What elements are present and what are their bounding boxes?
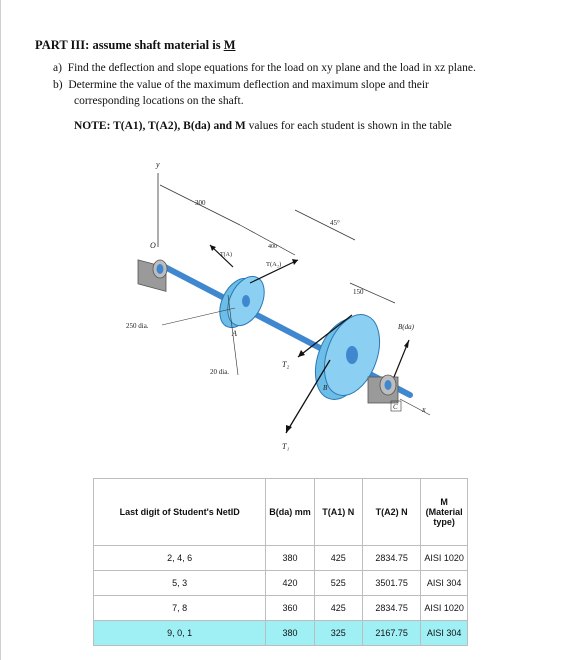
y-label: y <box>156 160 160 169</box>
t1-label: T₁ <box>282 442 290 451</box>
table-row <box>94 596 468 621</box>
pulley-a <box>213 271 272 334</box>
angle-label: 45° <box>330 219 340 227</box>
cell-ta1: 525 <box>314 571 362 596</box>
note: NOTE: T(A1), T(A2), B(da) and M values for each student is shown in the table <box>74 120 452 132</box>
cell-ta2: 2167.75 <box>362 621 420 646</box>
cell-bda: 420 <box>266 571 314 596</box>
table-row <box>94 571 468 596</box>
header-ta2: T(A2) N <box>362 479 420 546</box>
header-bda: B(da) mm <box>266 479 314 546</box>
origin-label: O <box>150 241 156 250</box>
point-b-label: B <box>323 384 328 392</box>
cell-netid: 5, 3 <box>94 571 266 596</box>
header-ta1: T(A1) N <box>314 479 362 546</box>
dim-300-label: 300 <box>195 199 206 207</box>
header-material: M (Material type) <box>421 479 468 546</box>
x-label: x <box>422 405 426 414</box>
dia-250-label: 250 dia. <box>126 322 149 330</box>
item-b-continued: corresponding locations on the shaft. <box>74 95 244 107</box>
header-last-digit: Last digit of Student's NetID <box>94 479 266 546</box>
dim-150-label: 150 <box>353 288 364 296</box>
cell-bda: 360 <box>266 596 314 621</box>
point-c-label: C <box>393 403 398 411</box>
force-t1-arrow <box>286 360 330 433</box>
cell-ta2: 3501.75 <box>362 571 420 596</box>
angle-line <box>295 210 355 240</box>
cell-material: AISI 304 <box>421 571 468 596</box>
table-row-highlighted <box>94 621 468 646</box>
point-a-label: A <box>232 329 237 338</box>
cell-ta1: 325 <box>314 621 362 646</box>
shaft-diagram <box>120 155 450 460</box>
bda-label: B(da) <box>398 323 414 331</box>
page-edge-rule <box>0 0 1 660</box>
cell-ta2: 2834.75 <box>362 596 420 621</box>
dim-400-label: 400 <box>268 244 277 250</box>
right-bearing <box>368 375 398 403</box>
cell-ta1: 425 <box>314 546 362 571</box>
table-row <box>94 546 468 571</box>
cell-ta1: 425 <box>314 596 362 621</box>
cell-ta2: 2834.75 <box>362 546 420 571</box>
cell-material: AISI 1020 <box>421 596 468 621</box>
left-bearing <box>138 260 167 292</box>
cell-netid: 9, 0, 1 <box>94 621 266 646</box>
ta1-label: T(A) <box>220 252 232 258</box>
cell-bda: 380 <box>266 621 314 646</box>
ta2-label: T(A₂) <box>266 261 282 268</box>
part-title: PART III: assume shaft material is M <box>35 38 236 52</box>
cell-material: AISI 304 <box>421 621 468 646</box>
cell-material: AISI 1020 <box>421 546 468 571</box>
dia-20-label: 20 dia. <box>210 368 230 376</box>
item-a: a) Find the deflection and slope equations for the load on xy plane and the load in xz plane. <box>53 62 476 74</box>
cell-netid: 7, 8 <box>94 596 266 621</box>
t2-label: T₂ <box>282 360 290 369</box>
cell-bda: 380 <box>266 546 314 571</box>
dim-400-line <box>240 225 295 255</box>
item-b: b) Determine the value of the maximum deflection and maximum slope and their <box>53 79 429 91</box>
student-values-table <box>93 478 468 646</box>
cell-netid: 2, 4, 6 <box>94 546 266 571</box>
